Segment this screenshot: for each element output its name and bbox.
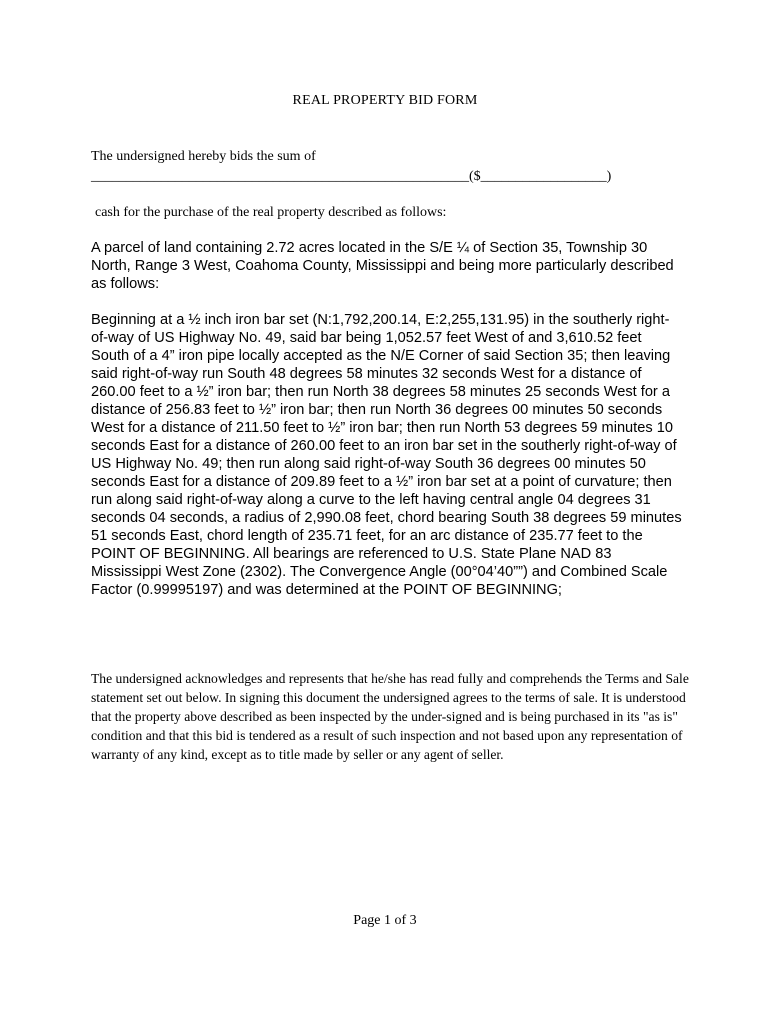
cash-purpose-text: cash for the purchase of the real property described as follows: xyxy=(95,205,447,220)
document-title: REAL PROPERTY BID FORM xyxy=(292,93,478,108)
bid-amount-blank: ______________________________________________________($__________________) xyxy=(91,169,612,184)
parcel-description: A parcel of land containing 2.72 acres located in the S/E ¼ of Section 35, Township 30 North, Range 3 West, Coahoma County, Mississippi and being more particularly described as follows: xyxy=(91,240,674,292)
legal-description: Beginning at a ½ inch iron bar set (N:1,792,200.14, E:2,255,131.95) in the southerly right-of-way of US Highway No. 49, said bar being 1,052.57 feet West of and 3,610.52 feet South of a 4” iron pipe locally accepted as the N/E Corner of said Section 35; then leaving said right-of-way run South 48 degrees 58 minutes 32 seconds West for a distance of 260.00 feet to a ½” iron bar; then run North 38 degrees 58 minutes 25 seconds West for a distance of 256.83 feet to ½” iron bar; then run North 36 degrees 00 minutes 50 seconds West for a distance of 211.50 feet to ½” iron bar; then run North 53 degrees 59 minutes 10 seconds East for a distance of 260.00 feet to an iron bar set in the southerly right-of-way of US Highway No. 49; then run along said right-of-way South 36 degrees 00 minutes 50 seconds East for a distance of 209.89 feet to a ½” iron bar set at a point of curvature; then run along said right-of-way along a curve to the left having central angle 04 degrees 31 seconds 04 seconds, a radius of 2,990.08 feet, chord bearing South 38 degrees 59 minutes 51 seconds East, chord length of 235.71 feet, for an arc distance of 235.77 feet to the POINT OF BEGINNING. All bearings are referenced to U.S. State Plane NAD 83 Mississippi West Zone (2302). The Convergence Angle (00°04’40””) and Combined Scale Factor (0.99995197) and was determined at the POINT OF BEGINNING; xyxy=(91,312,682,598)
page-number: Page 1 of 3 xyxy=(353,913,417,928)
acknowledgement-paragraph: The undersigned acknowledges and represents that he/she has read fully and comprehends the Terms and Sale statement set out below. In signing this document the undersigned agrees to the terms of sale. It is understood that the property above described as been inspected by the under-signed and is being purchased in its "as is" condition and that this bid is tendered as a result of such inspection and not based upon any representation of warranty of any kind, except as to title made by seller or any agent of seller. xyxy=(91,671,689,762)
bid-intro-text: The undersigned hereby bids the sum of xyxy=(91,149,316,164)
